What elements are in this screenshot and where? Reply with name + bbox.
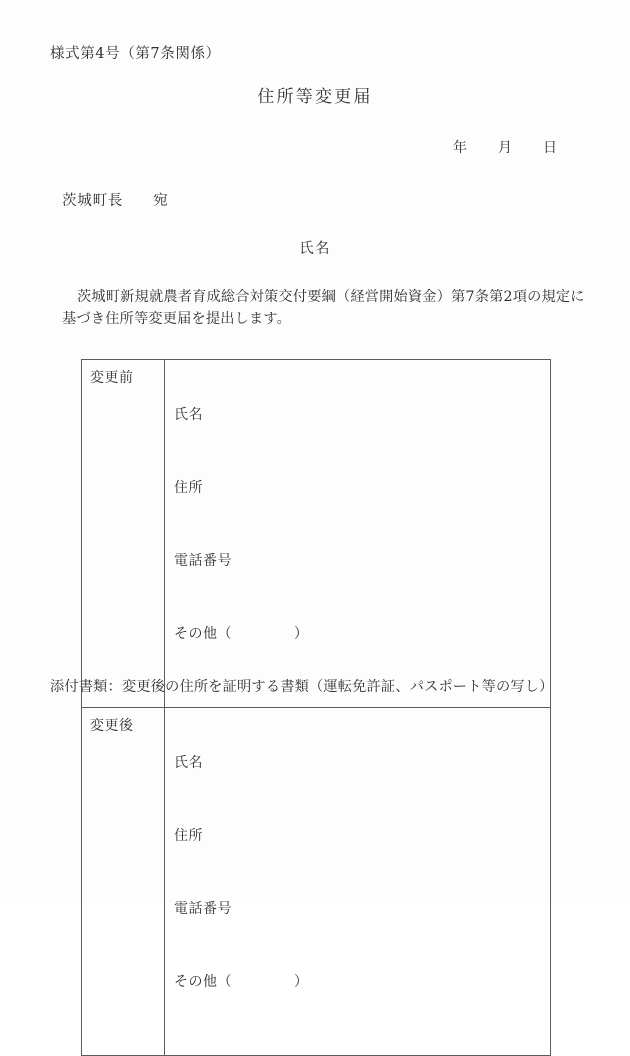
row-fields-after [165,708,551,1056]
date-month-label: 月 [498,140,513,156]
body-line-2: 基づき住所等変更届を提出します。 [62,311,292,327]
field-address-after[interactable]: 住所 [174,828,203,844]
date-day-label: 日 [543,140,558,156]
field-name-after[interactable]: 氏名 [174,755,203,771]
field-name-before[interactable]: 氏名 [174,407,203,423]
change-details-table [81,359,551,1056]
row-label-before: 変更前 [82,360,165,708]
field-other-before-open: その他（ [174,626,232,642]
signature-name-label: 氏名 [299,241,331,257]
form-number: 様式第4号（第7条関係） [50,46,221,62]
field-address-before[interactable]: 住所 [174,480,203,496]
addressee-suffix: 宛 [153,193,169,209]
field-other-after[interactable] [174,972,550,1007]
body-paragraph [62,286,585,330]
addressee-line [62,189,169,210]
body-line-1: 茨城町新規就農者育成総合対策交付要綱（経営開始資金）第7条第2項の規定に [77,289,585,305]
table-row [82,360,551,708]
field-phone-after[interactable]: 電話番号 [174,901,232,917]
addressee-recipient: 茨城町長 [62,193,124,209]
attachment-note: 添付書類：変更後の住所を証明する書類（運転免許証、パスポート等の写し） [50,679,554,695]
row-label-after: 変更後 [82,708,165,1056]
date-year-label: 年 [453,140,468,156]
document-title: 住所等変更届 [257,87,373,107]
field-other-after-close: ） [294,974,309,990]
row-fields-before [165,360,551,708]
field-other-before-close: ） [294,626,309,642]
field-other-before[interactable] [174,624,550,659]
field-phone-before[interactable]: 電話番号 [174,553,232,569]
date-line [0,137,630,157]
table-row [82,708,551,1056]
field-other-after-open: その他（ [174,974,232,990]
